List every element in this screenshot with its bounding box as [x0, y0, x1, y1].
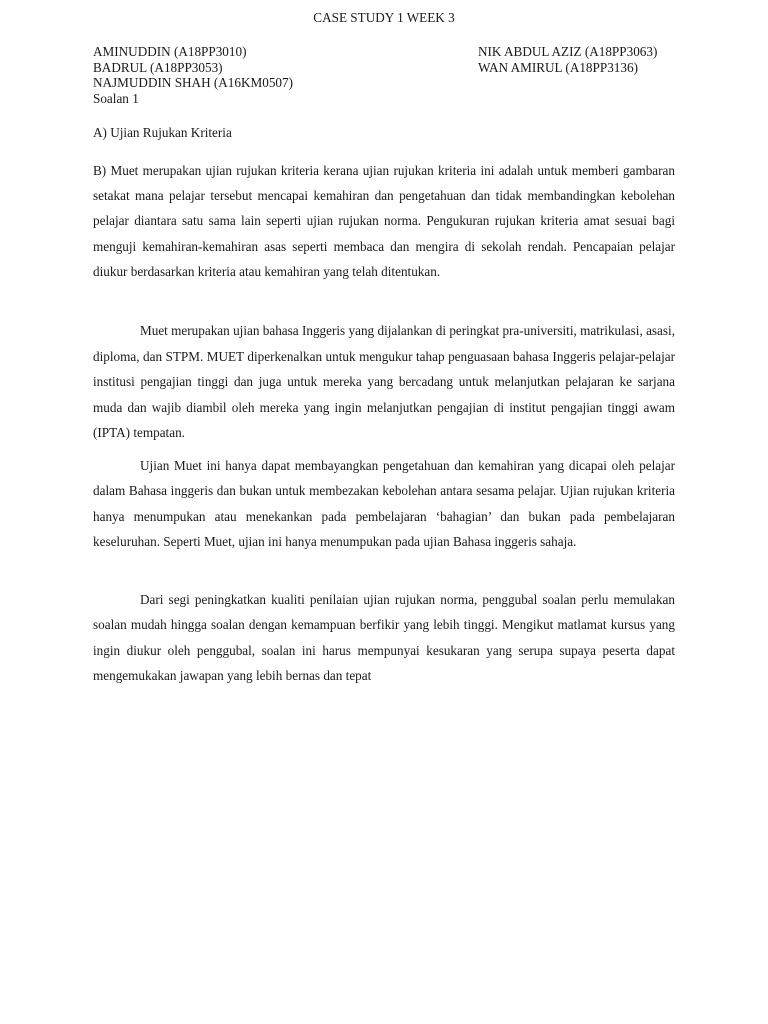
author-name: NAJMUDDIN SHAH (A16KM0507) [93, 75, 294, 90]
author-list-right [478, 44, 657, 75]
author-list-left [93, 44, 293, 106]
body-paragraph-1: Muet merupakan ujian bahasa Inggeris yang dijalankan di peringkat pra-universiti, matrikulasi, asasi, diploma, dan STPM. MUET diperkenalkan untuk mengukur tahap penguasaan bahasa Inggeris pelajar-pelajar institusi pengajian tinggi dan juga untuk mereka yang bercadang untuk melanjutkan pelajaran ke sarjana muda dan wajib diambil oleh mereka yang ingin melanjutkan pengajian di institut pengajian tinggi awam (IPTA) tempatan. [93, 323, 675, 441]
answer-b-paragraph: B) Muet merupakan ujian rujukan kriteria kerana ujian rujukan kriteria ini adalah untuk memberi gambaran setakat mana pelajar tersebut mencapai kemahiran dan pengetahuan dan tidak membandingkan kebolehan pelajar diantara satu sama lain seperti ujian rujukan norma. Pengukuran rujukan kriteria amat sesuai bagi menguji kemahiran-kemahiran asas seperti membaca dan mengira di sekolah rendah. Pencapaian pelajar diukur berdasarkan kriteria atau kemahiran yang telah ditentukan. [93, 163, 675, 279]
author-name: AMINUDDIN (A18PP3010) [93, 44, 247, 59]
question-label: Soalan 1 [93, 90, 139, 106]
author-name: BADRUL (A18PP3053) [93, 59, 223, 75]
author-name: NIK ABDUL AZIZ (A18PP3063) [478, 44, 658, 59]
body-paragraph-2: Ujian Muet ini hanya dapat membayangkan pengetahuan dan kemahiran yang dicapai oleh pelajar dalam Bahasa inggeris dan bukan untuk membezakan kebolehan antara sesama pelajar. Ujian rujukan kriteria hanya menumpukan atau menekankan pada pembelajaran ‘bahagian’ dan bukan pada pembelajaran keseluruhan. Seperti Muet, ujian ini hanya menumpukan pada ujian Bahasa inggeris sahaja. [93, 458, 675, 550]
author-name: WAN AMIRUL (A18PP3136) [478, 59, 638, 75]
page-title: CASE STUDY 1 WEEK 3 [313, 10, 455, 25]
answer-a: A) Ujian Rujukan Kriteria [93, 125, 232, 140]
body-paragraph-3: Dari segi peningkatkan kualiti penilaian ujian rujukan norma, penggubal soalan perlu memulakan soalan mudah hingga soalan dengan kemampuan berfikir yang lebih tinggi. Mengikut matlamat kursus yang ingin diukur oleh penggubal, soalan ini harus mempunyai kesukaran yang serupa supaya peserta dapat mengemukakan jawapan yang lebih bernas dan tepat [93, 592, 675, 684]
